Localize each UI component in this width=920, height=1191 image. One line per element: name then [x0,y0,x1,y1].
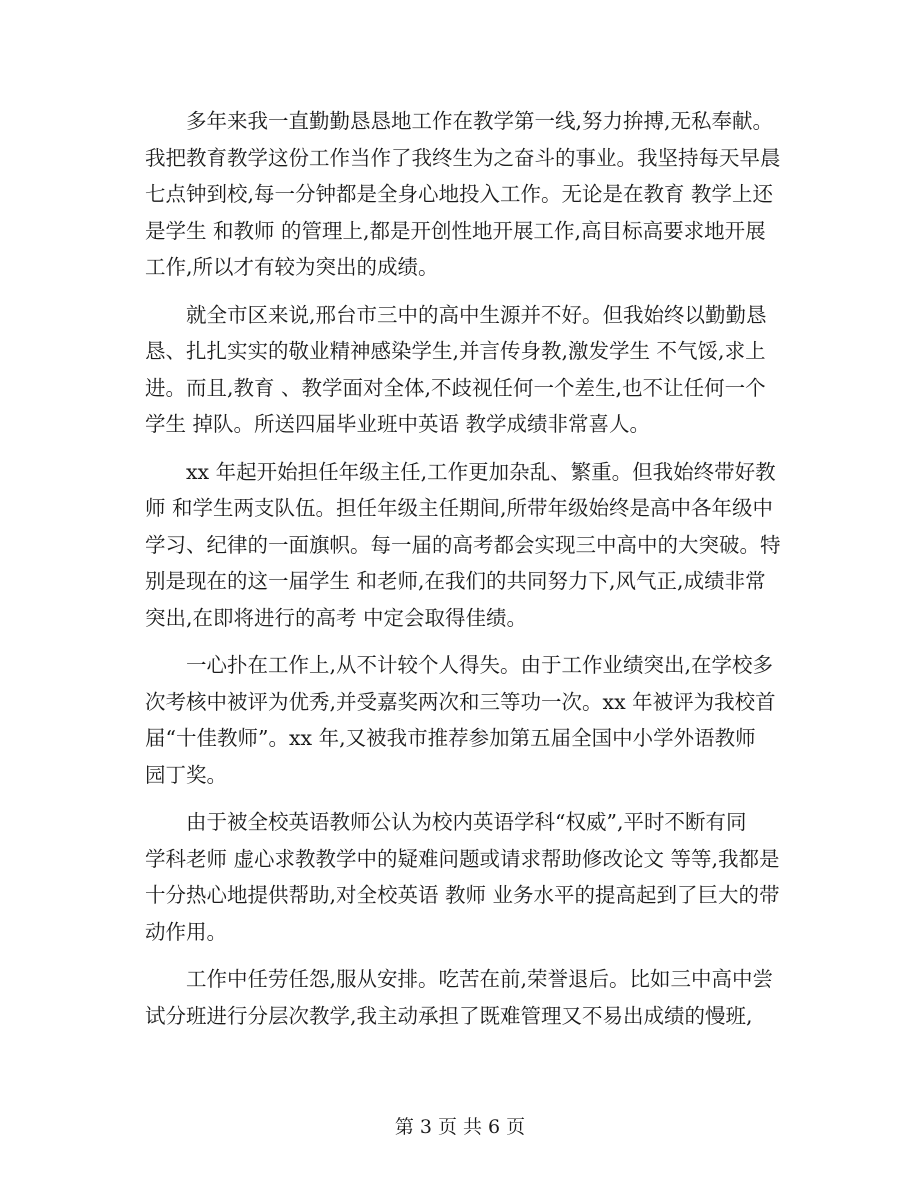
text-line: 届“十佳教师”。xx 年,又被我市推荐参加第五届全国中小学外语教师 [145,726,756,750]
paragraph-3 [145,454,785,637]
paragraph-2 [145,297,785,443]
paragraph-1 [145,103,785,286]
text-line: 七点钟到校,每一分钟都是全身心地投入工作。无论是在教育 教学上还 [145,182,774,206]
paragraph-4 [145,647,785,793]
text-line: xx 年起开始担任年级主任,工作更加杂乱、繁重。但我始终带好教 [186,459,776,484]
page-number-footer: 第 3 页 共 6 页 [394,1116,526,1138]
text-line: 进。而且,教育 、教学面对全体,不歧视任何一个差生,也不让任何一个 [145,375,766,400]
text-line: 次考核中被评为优秀,并受嘉奖两次和三等功一次。xx 年被评为我校首 [145,689,776,714]
text-line: 突出,在即将进行的高考 中定会取得佳绩。 [145,605,528,630]
text-line: 我把教育教学这份工作当作了我终生为之奋斗的事业。我坚持每天早晨 [145,145,781,170]
text-line: 学生 掉队。所送四届毕业班中英语 教学成绩非常喜人。 [145,412,651,436]
paragraph-5 [145,804,785,950]
text-line: 工作,所以才有较为突出的成绩。 [145,255,439,279]
text-line: 是学生 和教师 的管理上,都是开创性地开展工作,高目标高要求地开展 [145,218,766,243]
text-line: 试分班进行分层次教学,我主动承担了既难管理又不易出成绩的慢班, [145,1003,753,1028]
text-line: 园丁奖。 [145,762,227,787]
paragraph-6 [145,961,785,1034]
text-line: 别是现在的这一届学生 和老师,在我们的共同努力下,风气正,成绩非常 [145,569,766,593]
text-line: 恳、扎扎实实的敬业精神感染学生,并言传身教,激发学生 不气馁,求上 [145,339,766,363]
text-line: 学习、纪律的一面旗帜。每一届的高考都会实现三中高中的大突破。特 [145,532,781,557]
text-line: 多年来我一直勤勤恳恳地工作在教学第一线,努力拚搏,无私奉献。 [186,109,774,133]
text-line: 动作用。 [145,919,227,944]
document-body [145,103,785,1045]
text-line: 十分热心地提供帮助,对全校英语 教师 业务水平的提高起到了巨大的带 [145,883,780,907]
text-line: 学科老师 虚心求教教学中的疑难问题或请求帮助修改论文 等等,我都是 [145,846,780,871]
text-line: 师 和学生两支队伍。担任年级主任期间,所带年级始终是高中各年级中 [145,496,774,520]
text-line: 由于被全校英语教师公认为校内英语学科“权威”,平时不断有同 [186,810,747,834]
text-line: 一心扑在工作上,从不计较个人得失。由于工作业绩突出,在学校多 [186,653,774,677]
text-line: 工作中任劳任怨,服从安排。吃苦在前,荣誉退后。比如三中高中尝 [186,967,774,991]
text-line: 就全市区来说,邢台市三中的高中生源并不好。但我始终以勤勤恳 [186,302,767,327]
